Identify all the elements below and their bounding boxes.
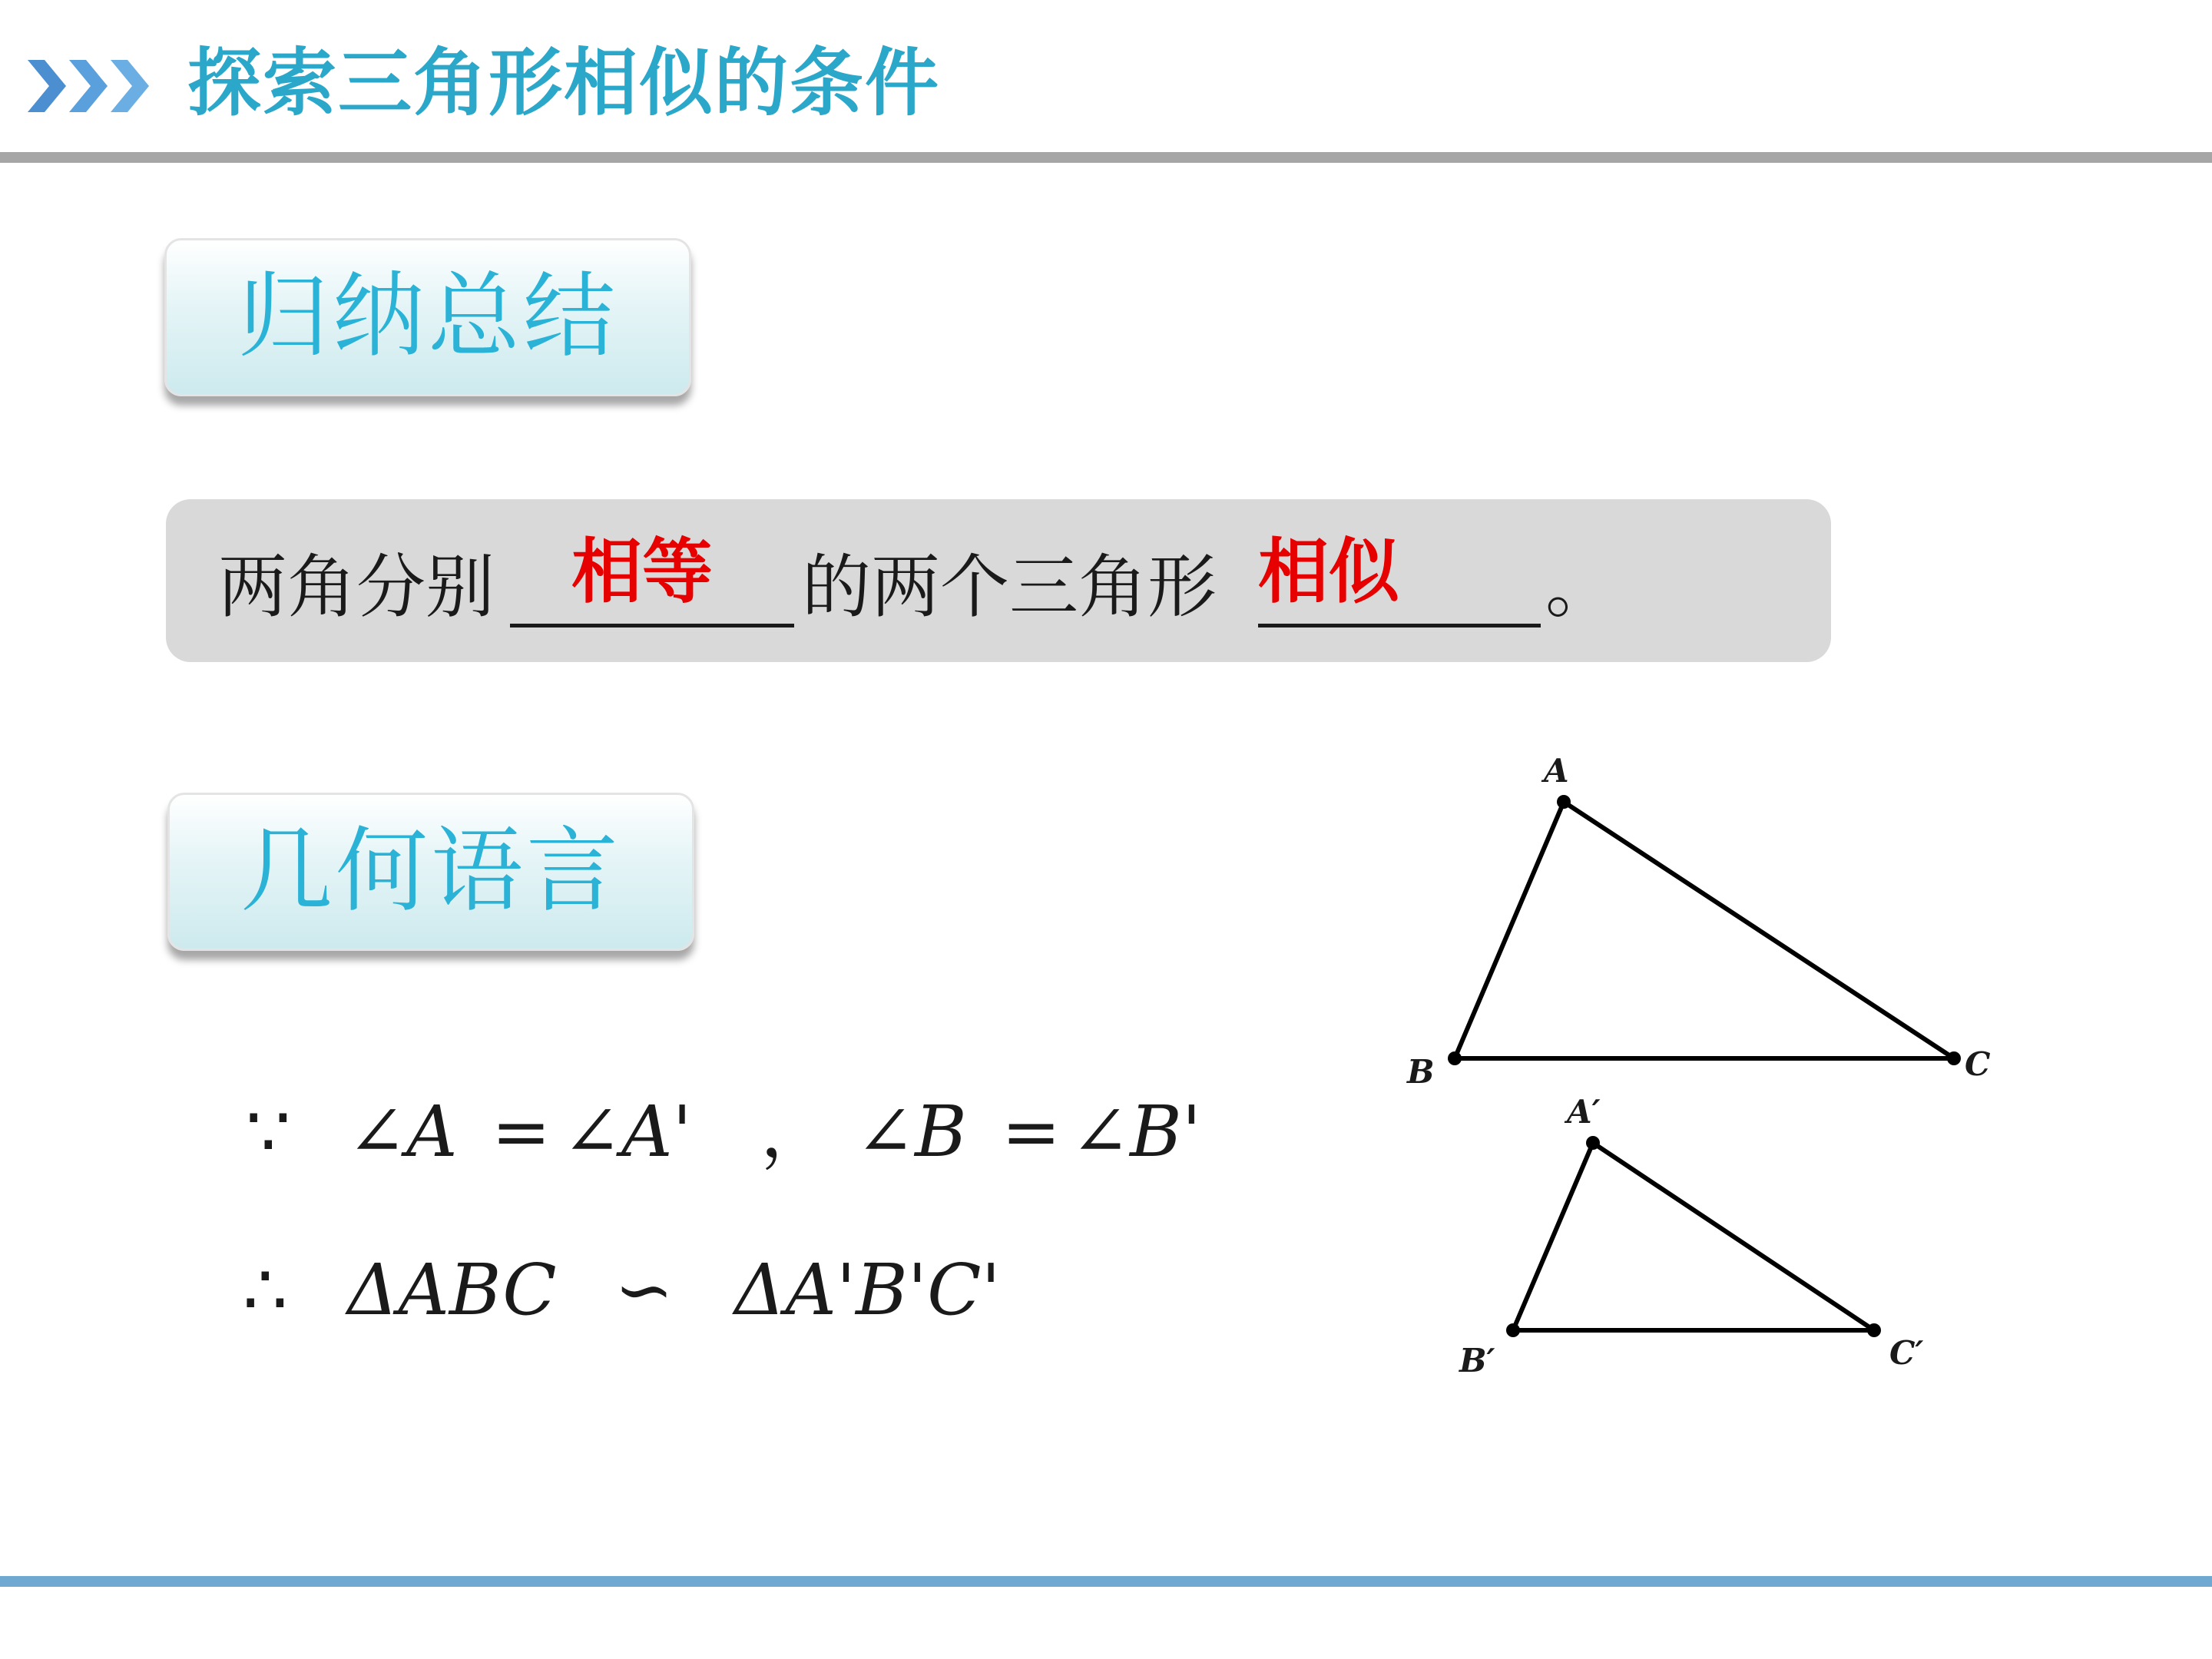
answer-text-1: 相等 — [571, 531, 714, 613]
label-b-prime: B′ — [1459, 1342, 1495, 1379]
section-tab-label: 几何语言 — [240, 818, 621, 925]
point-c-prime — [1867, 1323, 1881, 1337]
triangle-a-prime-b-prime-c-prime-figure — [1459, 1093, 1924, 1379]
angle-b-prime: ∠B' — [1071, 1091, 1201, 1173]
triangle-a-prime-b-prime-c-prime: ΔA'B'C' — [734, 1249, 1001, 1331]
angle-a: ∠A — [347, 1091, 458, 1173]
point-a-prime — [1586, 1136, 1600, 1150]
therefore-symbol: ∴ — [243, 1249, 288, 1331]
triple-chevron-right-icon — [28, 57, 158, 115]
equals-sign: = — [492, 1091, 551, 1173]
because-symbol: ∵ — [246, 1091, 291, 1173]
page-title: 探索三角形相似的条件 — [187, 40, 940, 126]
equals-sign: = — [1002, 1091, 1061, 1173]
header-divider — [0, 152, 2212, 163]
summary-text-part2: 的两个三角形 — [802, 547, 1217, 628]
point-b-prime — [1506, 1323, 1520, 1337]
point-c — [1947, 1051, 1961, 1065]
point-b — [1448, 1051, 1462, 1065]
triangle-abc: ΔABC — [347, 1249, 557, 1331]
section-tab-geometry-language — [167, 793, 694, 951]
label-b: B — [1407, 1053, 1435, 1091]
similar-triangles-figure — [1382, 737, 2028, 1413]
summary-text-end: 。 — [1545, 547, 1614, 628]
section-tab-summary — [164, 238, 691, 396]
section-tab-label: 归纳总结 — [237, 263, 618, 370]
footer-line — [0, 1576, 2212, 1587]
point-a — [1557, 795, 1571, 809]
angle-a-prime: ∠A' — [562, 1091, 692, 1173]
label-c-prime: C′ — [1889, 1334, 1924, 1372]
summary-text-part1: 两角分别 — [218, 547, 495, 628]
label-a: A — [1544, 752, 1569, 790]
similar-symbol: ∽ — [614, 1249, 674, 1331]
answer-text-2: 相似 — [1258, 531, 1400, 613]
triangle-abc-figure — [1406, 752, 1991, 1091]
angle-b: ∠B — [856, 1091, 967, 1173]
comma: ， — [760, 1091, 832, 1173]
label-c: C — [1965, 1045, 1991, 1083]
label-a-prime: A′ — [1567, 1093, 1601, 1131]
